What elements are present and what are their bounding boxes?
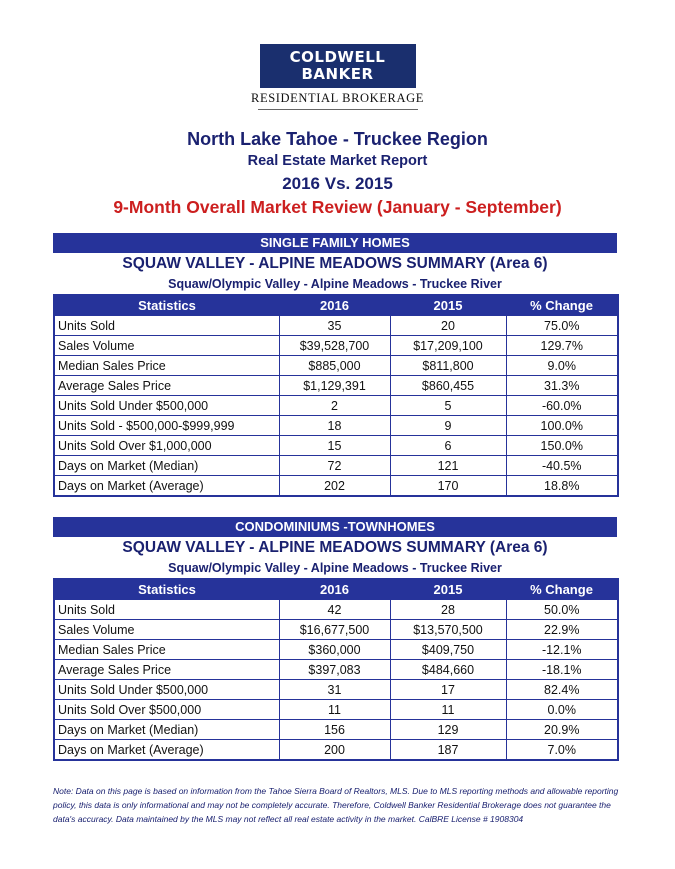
table-cell: Units Sold [54,316,279,336]
table-cell: 2 [279,396,390,416]
section-subtitle: Squaw/Olympic Valley - Alpine Meadows - Truckee River [168,561,502,575]
condominium-table [53,578,619,761]
table-cell: 20.9% [506,720,618,740]
table-cell: 15 [279,436,390,456]
single-family-table [53,294,619,497]
table-cell: Days on Market (Median) [54,456,279,476]
table-cell: Units Sold - $500,000-$999,999 [54,416,279,436]
table-cell: $17,209,100 [390,336,506,356]
table-cell: 31 [279,680,390,700]
table-row [54,456,618,476]
table-cell: 22.9% [506,620,618,640]
section-summary: SQUAW VALLEY - ALPINE MEADOWS SUMMARY (Area 6) [122,539,548,556]
table-cell: 156 [279,720,390,740]
table-row [54,680,618,700]
column-header: Statistics [54,295,279,316]
table-row [54,700,618,720]
table-cell: 18 [279,416,390,436]
table-cell: Units Sold [54,600,279,620]
table-cell: 7.0% [506,740,618,761]
table-cell: 9.0% [506,356,618,376]
column-header: 2016 [279,579,390,600]
table-cell: $16,677,500 [279,620,390,640]
table-cell: Sales Volume [54,620,279,640]
table-cell: 129 [390,720,506,740]
section-summary: SQUAW VALLEY - ALPINE MEADOWS SUMMARY (Area 6) [122,255,548,272]
table-cell: Median Sales Price [54,356,279,376]
table-header-row [54,295,618,316]
table-cell: 6 [390,436,506,456]
column-header: Statistics [54,579,279,600]
table-row [54,660,618,680]
logo-line-2: BANKER [301,65,374,83]
table-row [54,640,618,660]
logo-box [260,44,416,88]
table-cell: $860,455 [390,376,506,396]
table-cell: Units Sold Under $500,000 [54,396,279,416]
table-cell: -40.5% [506,456,618,476]
table-cell: Units Sold Over $1,000,000 [54,436,279,456]
column-header: 2015 [390,295,506,316]
logo-tagline: RESIDENTIAL BROKERAGE [251,91,424,105]
single-family-section [53,233,617,497]
table-row [54,720,618,740]
table-cell: Days on Market (Median) [54,720,279,740]
logo-line-1: COLDWELL [289,48,386,66]
table-row [54,316,618,336]
table-cell: $397,083 [279,660,390,680]
section-subtitle: Squaw/Olympic Valley - Alpine Meadows - Truckee River [168,277,502,291]
table-cell: 42 [279,600,390,620]
table-cell: $885,000 [279,356,390,376]
table-row [54,376,618,396]
table-cell: 11 [390,700,506,720]
table-cell: $39,528,700 [279,336,390,356]
table-cell: 121 [390,456,506,476]
table-row [54,416,618,436]
table-cell: 187 [390,740,506,761]
table-cell: 100.0% [506,416,618,436]
table-cell: $360,000 [279,640,390,660]
section-band: SINGLE FAMILY HOMES [53,233,617,253]
report-title: Real Estate Market Report [247,153,428,169]
report-header [0,128,675,218]
table-cell: Average Sales Price [54,660,279,680]
table-cell: Sales Volume [54,336,279,356]
section-band: CONDOMINIUMS -TOWNHOMES [53,517,617,537]
table-cell: 82.4% [506,680,618,700]
table-cell: 17 [390,680,506,700]
table-row [54,620,618,640]
table-cell: -18.1% [506,660,618,680]
table-row [54,600,618,620]
table-cell: Average Sales Price [54,376,279,396]
table-cell: 9 [390,416,506,436]
column-header: 2016 [279,295,390,316]
table-row [54,476,618,497]
table-cell: 28 [390,600,506,620]
table-row [54,396,618,416]
table-cell: 0.0% [506,700,618,720]
table-cell: -60.0% [506,396,618,416]
table-cell: Units Sold Over $500,000 [54,700,279,720]
table-cell: $409,750 [390,640,506,660]
table-cell: $1,129,391 [279,376,390,396]
logo-divider [258,109,418,110]
column-header: 2015 [390,579,506,600]
table-cell: 72 [279,456,390,476]
region-title: North Lake Tahoe - Truckee Region [187,129,488,149]
table-cell: 202 [279,476,390,497]
table-cell: 11 [279,700,390,720]
comparison-title: 2016 Vs. 2015 [282,174,393,193]
table-header-row [54,579,618,600]
table-cell: $484,660 [390,660,506,680]
table-cell: 31.3% [506,376,618,396]
table-cell: 50.0% [506,600,618,620]
table-row [54,356,618,376]
table-cell: -12.1% [506,640,618,660]
table-cell: $811,800 [390,356,506,376]
condominium-section [53,517,617,761]
table-row [54,436,618,456]
review-title: 9-Month Overall Market Review (January - September) [113,197,562,217]
table-cell: Units Sold Under $500,000 [54,680,279,700]
table-row [54,740,618,761]
table-cell: 129.7% [506,336,618,356]
table-cell: 75.0% [506,316,618,336]
company-logo [0,44,675,110]
table-row [54,336,618,356]
table-cell: 35 [279,316,390,336]
table-cell: 18.8% [506,476,618,497]
column-header: % Change [506,579,618,600]
column-header: % Change [506,295,618,316]
table-cell: $13,570,500 [390,620,506,640]
table-cell: Median Sales Price [54,640,279,660]
table-cell: 200 [279,740,390,761]
table-cell: 20 [390,316,506,336]
table-cell: 170 [390,476,506,497]
table-cell: 5 [390,396,506,416]
table-cell: Days on Market (Average) [54,740,279,761]
footnote: Note: Data on this page is based on information from the Tahoe Sierra Board of Realtors, MLS. Due to MLS reporting methods and allowable reporting policy, this data is only informational and may not be completely accurate. Therefore, Coldwell Banker Residential Brokerage does not guarantee the data's accuracy. Data maintained by the MLS may not reflect all real estate activity in the market. CalBRE License # 1908304 [53,786,619,824]
table-cell: Days on Market (Average) [54,476,279,497]
table-cell: 150.0% [506,436,618,456]
